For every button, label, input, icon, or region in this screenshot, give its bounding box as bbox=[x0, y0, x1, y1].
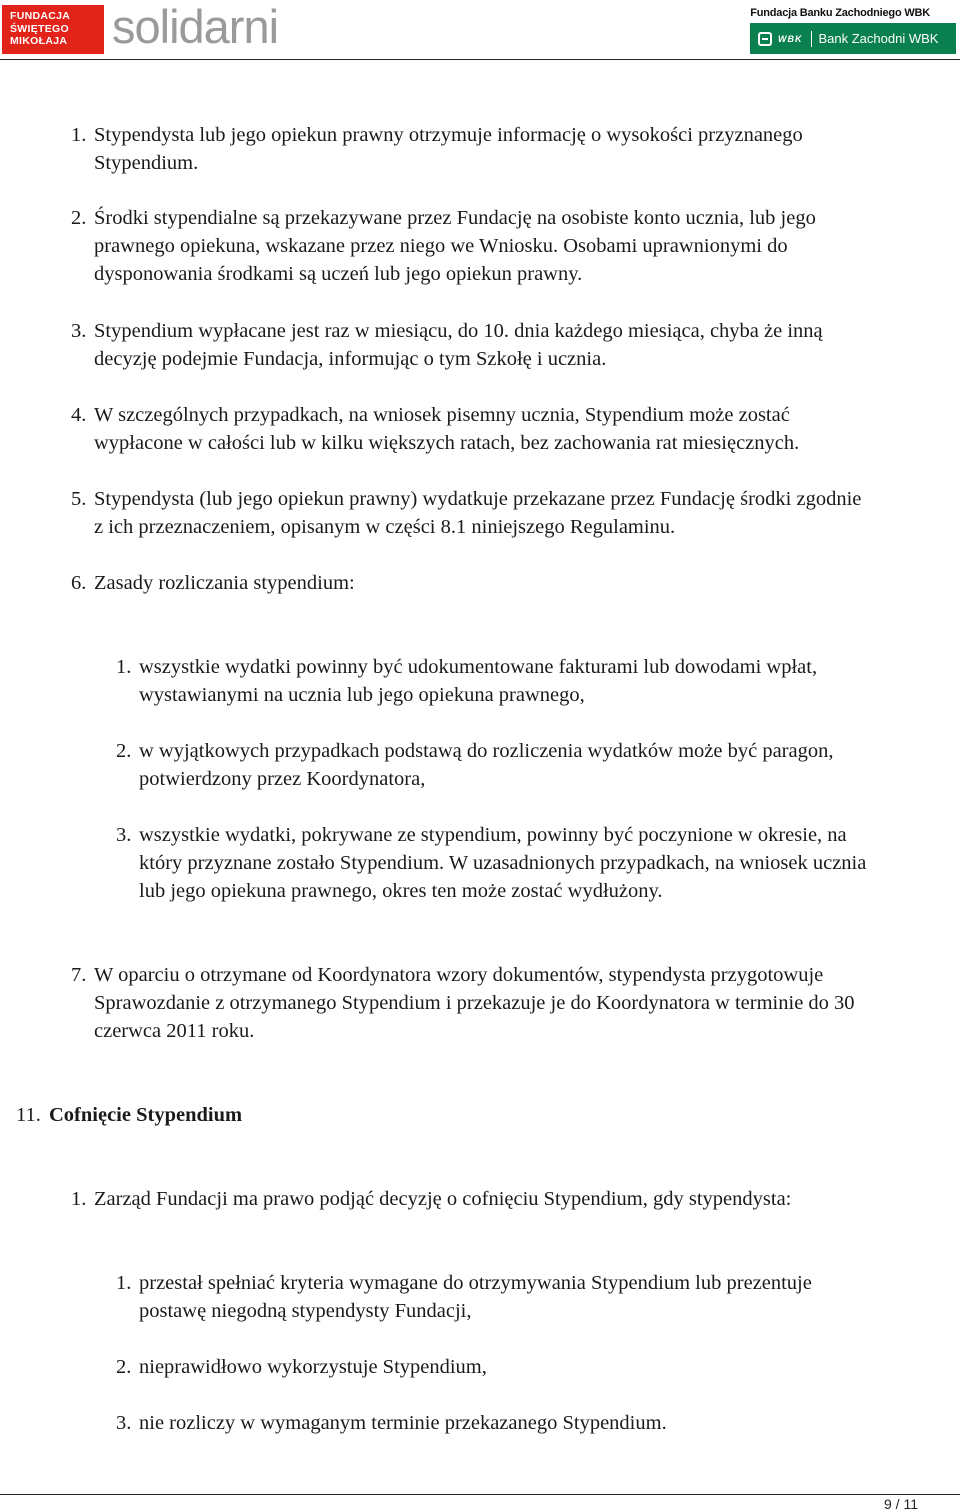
item-text-line: Zarząd Fundacji ma prawo podjąć decyzję o cofnięciu Stypendium, gdy stypendysta: bbox=[94, 1188, 792, 1210]
item-text-line: dysponowania środkami są uczeń lub jego opiekun prawny. bbox=[94, 263, 583, 285]
logo-line: FUNDACJA bbox=[10, 10, 71, 22]
item-text-line: w wyjątkowych przypadkach podstawą do rozliczenia wydatków może być paragon, bbox=[139, 740, 834, 762]
solidarni-logo: solidarni bbox=[112, 0, 279, 53]
item-text-line: W szczególnych przypadkach, na wniosek pisemny ucznia, Stypendium może zostać bbox=[94, 404, 790, 426]
item-text-line: prawnego opiekuna, wskazane przez niego we Wniosku. Osobami uprawnionymi do bbox=[94, 235, 788, 257]
wbk-mark: WBK bbox=[778, 33, 803, 44]
item-text-line: lub jego opiekuna prawnego, okres ten może zostać wydłużony. bbox=[139, 880, 663, 902]
item-text-line: wystawianymi na ucznia lub jego opiekuna prawnego, bbox=[139, 684, 585, 706]
item-text-line: który przyznane zostało Stypendium. W uzasadnionych przypadkach, na wniosek ucznia bbox=[139, 852, 867, 874]
item-text-line: Sprawozdanie z otrzymanego Stypendium i przekazuje je do Koordynatora w terminie do 30 bbox=[94, 992, 855, 1014]
item-number: 1. bbox=[116, 656, 132, 678]
item-number: 2. bbox=[71, 207, 87, 229]
item-number: 1. bbox=[116, 1272, 132, 1294]
item-text-line: nieprawidłowo wykorzystuje Stypendium, bbox=[139, 1356, 487, 1378]
item-text-line: wszystkie wydatki, pokrywane ze stypendium, powinny być poczynione w okresie, na bbox=[139, 824, 847, 846]
item-text-line: W oparciu o otrzymane od Koordynatora wzory dokumentów, stypendysta przygotowuje bbox=[94, 964, 824, 986]
item-number: 3. bbox=[116, 1412, 132, 1434]
header-divider bbox=[0, 59, 960, 60]
item-text-line: Stypendium. bbox=[94, 152, 199, 174]
item-text-line: potwierdzony przez Koordynatora, bbox=[139, 768, 426, 790]
item-text-line: wypłacone w całości lub w kilku większych ratach, bez zachowania rat miesięcznych. bbox=[94, 432, 800, 454]
item-number: 3. bbox=[71, 320, 87, 342]
section-number: 11. bbox=[16, 1104, 41, 1126]
item-number: 6. bbox=[71, 572, 87, 594]
footer-divider bbox=[0, 1494, 960, 1495]
item-text-line: przestał spełniać kryteria wymagane do otrzymywania Stypendium lub prezentuje bbox=[139, 1272, 812, 1294]
item-text-line: Stypendysta lub jego opiekun prawny otrzymuje informację o wysokości przyznanego bbox=[94, 124, 803, 146]
page-header bbox=[0, 0, 960, 60]
item-text-line: Zasady rozliczania stypendium: bbox=[94, 572, 355, 594]
page-number: 9 / 11 bbox=[884, 1496, 918, 1512]
item-text-line: Stypendium wypłacane jest raz w miesiącu, do 10. dnia każdego miesiąca, chyba że inną bbox=[94, 320, 823, 342]
item-text-line: postawę niegodną stypendysty Fundacji, bbox=[139, 1300, 472, 1322]
item-text-line: Stypendysta (lub jego opiekun prawny) wydatkuje przekazane przez Fundację środki zgodnie bbox=[94, 488, 862, 510]
section-title: Cofnięcie Stypendium bbox=[49, 1104, 243, 1126]
item-text-line: Środki stypendialne są przekazywane przez Fundację na osobiste konto ucznia, lub jego bbox=[94, 207, 816, 229]
divider bbox=[811, 31, 812, 47]
bank-name: Bank Zachodni WBK bbox=[818, 31, 939, 46]
item-text-line: z ich przeznaczeniem, opisanym w części 8.1 niniejszego Regulaminu. bbox=[94, 516, 676, 538]
fundacja-swietego-mikolaja-logo bbox=[2, 5, 104, 54]
item-number: 5. bbox=[71, 488, 87, 510]
item-number: 3. bbox=[116, 824, 132, 846]
item-text-line: decyzję podejmie Fundacja, informując o tym Szkołę i ucznia. bbox=[94, 348, 607, 370]
item-number: 7. bbox=[71, 964, 87, 986]
bank-logo-bar bbox=[750, 23, 956, 54]
bank-logo-icon bbox=[758, 32, 772, 46]
logo-line: MIKOŁAJA bbox=[10, 35, 68, 47]
item-text-line: czerwca 2011 roku. bbox=[94, 1020, 255, 1042]
logo-line: ŚWIĘTEGO bbox=[10, 22, 69, 35]
item-number: 1. bbox=[71, 1188, 87, 1210]
item-text-line: nie rozliczy w wymaganym terminie przekazanego Stypendium. bbox=[139, 1412, 667, 1434]
item-number: 2. bbox=[116, 740, 132, 762]
item-text-line: wszystkie wydatki powinny być udokumentowane fakturami lub dowodami wpłat, bbox=[139, 656, 818, 678]
item-number: 4. bbox=[71, 404, 87, 426]
item-number: 1. bbox=[71, 124, 87, 146]
item-number: 2. bbox=[116, 1356, 132, 1378]
bank-foundation-caption: Fundacja Banku Zachodniego WBK bbox=[750, 7, 930, 19]
